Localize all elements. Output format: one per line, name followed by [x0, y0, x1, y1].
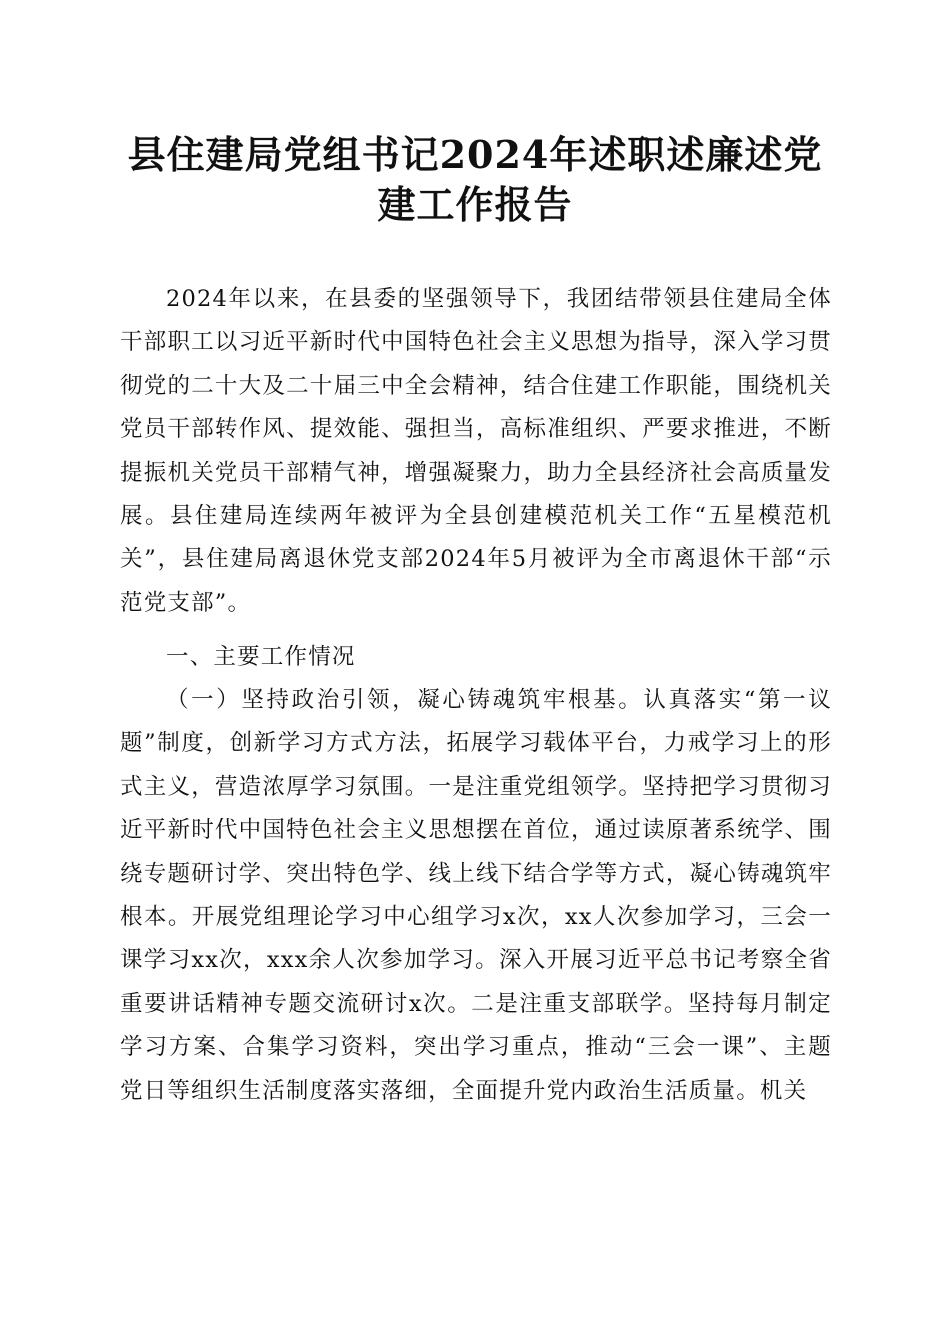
section-heading-main-work: 一、主要工作情况 [166, 644, 356, 670]
intro-paragraph: 2024年以来，在县委的坚强领导下，我团结带领县住建局全体干部职工以习近平新时代中国特色社会主义思想为指导，深入学习贯彻党的二十大及二十届三中全会精神，结合住建工作职能，围绕机关党员干部转作风、提效能、强担当，高标准组织、严要求推进，不断提振机关党员干部精气神，增强凝聚力，助力全县经济社会高质量发展。县住建局连续两年被评为全县创建模范机关工作“五星模范机关”，县住建局离退休党支部2024年5月被评为全市离退休干部“示范党支部”。 [120, 286, 832, 616]
subsection-paragraph-political-guidance [120, 679, 832, 1113]
subsection-body-text: 认真落实“第一议题”制度，创新学习方式方法，拓展学习载体平台，力戒学习上的形式主义，营造浓厚学习氛围。一是注重党组领学。坚持把学习贯彻习近平新时代中国特色社会主义思想摆在首位，通过读原著系统学、围绕专题研讨学、突出特色学、线上线下结合学等方式，凝心铸魂筑牢根本。开展党组理论学习中心组学习x次，xx人次参加学习，三会一课学习xx次，xxx余人次参加学习。深入开展习近平总书记考察全省重要讲话精神专题交流研讨x次。二是注重支部联学。坚持每月制定学习方案、合集学习资料，突出学习重点，推动“三会一课”、主题党日等组织生活制度落实落细，全面提升党内政治生活质量。机关 [120, 687, 832, 1104]
document-title: 县住建局党组书记2024年述职述廉述党建工作报告 [127, 132, 823, 227]
subsection-heading-political-guidance: （一）坚持政治引领，凝心铸魂筑牢根基。 [166, 687, 644, 713]
